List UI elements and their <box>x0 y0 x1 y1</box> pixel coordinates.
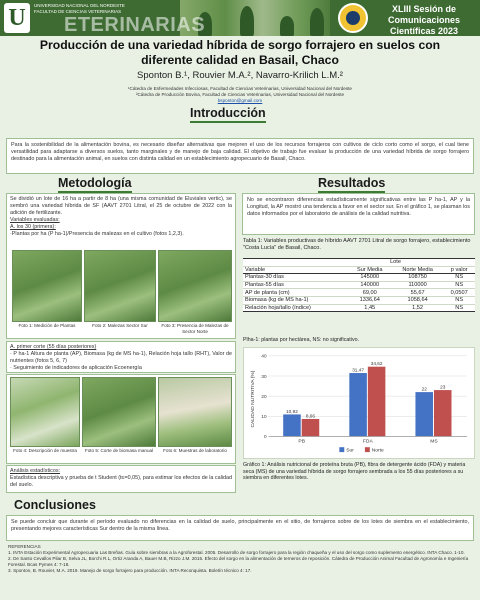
results-text: No se encontraron diferencias estadísticamente significativas entre las P ha-1, AP y la Longitud, la AP mostró una tendencia a favor en el sector sur. En el gráfico 1, se plasman los datos informados por el laboratorio de análisis de la calidad nutritiva. <box>242 193 475 235</box>
chart-y-tick: 20 <box>261 394 267 400</box>
table-cell: NS <box>443 304 475 312</box>
table-cell: 108750 <box>392 274 444 282</box>
session-title <box>372 4 476 36</box>
methods-heading: Metodología <box>58 176 132 193</box>
poster-title <box>20 38 460 68</box>
photo-manual-cut <box>82 377 156 447</box>
affiliation: ²Cátedra de Producción Bovina, Facultad de Ciencias Veterinarias, Universidad Nacional del Nordeste <box>135 92 345 98</box>
table-cell: 1,45 <box>348 304 392 312</box>
institution-line: UNIVERSIDAD NACIONAL DEL NORDESTE <box>34 3 125 8</box>
intro-heading: Introducción <box>190 106 266 123</box>
nutrition-bar-chart <box>243 347 475 459</box>
table-cell: 69,00 <box>348 289 392 297</box>
table-cell: NS <box>443 296 475 304</box>
faculty-word: ETERINARIAS <box>64 14 206 36</box>
table-cell: 1,52 <box>392 304 444 312</box>
methods-paragraph: Se dividió un lote de 16 ha a partir de 8 ha (una misma comunidad de Eluviales vertic), se sembró una variedad híbrida de SF (AAVT 2701 Litral, el 25 de octubre de 2022 con la adición de fertilizante. <box>10 196 232 216</box>
university-logo: U <box>4 3 30 33</box>
methods-line: · P ha-1 Altura de planta (AP), Biomasa (kg de MS ha-1), Relación hoja tallo (RHT), Valor de nutrientes (fotos 5, 6, 7) <box>10 351 232 364</box>
chart-bars <box>283 361 451 436</box>
chart-bar <box>302 419 320 436</box>
legend-label: Norte <box>371 448 384 454</box>
photo-caption: Foto 2: Malezas Sector Sur <box>92 323 148 328</box>
table-group-header: Lote <box>348 259 444 267</box>
photo-sample-description <box>10 377 80 447</box>
photo-caption: Foto 3: Presencia de Malezas de Sector Norte <box>161 323 229 334</box>
photo-weeds-south <box>84 250 156 322</box>
analysis-box <box>6 465 236 493</box>
figure-caption: Gráfico 1: Análisis nutricional de proteína bruta (PB), fibra de detergente ácido (FDA) y materia seca (MS) de una variedad híbrida de sorgo forrajero sembrada a los 55 días posteriores a su siembra en diferentes lotes. <box>243 462 466 482</box>
analysis-text: Estadística descriptiva y prueba de t Student (t≤=0,05), para estimar los efectos de la calidad del suelo. <box>10 475 232 488</box>
variables-title: Variables evaluadas: <box>10 217 60 223</box>
chart-data-label: 31,47 <box>352 367 364 373</box>
tree-icon <box>310 8 324 36</box>
authors: Sponton B.¹, Rouvier M.A.², Navarro-Krilich L.M.² <box>137 70 343 81</box>
chart-x-tick: FDA <box>362 439 373 445</box>
photo-weeds-north <box>158 250 232 322</box>
table-cell: Relación hoja/tallo (índice) <box>243 304 348 312</box>
title-line: Producción de una variedad híbrida de sorgo forrajero en suelos con <box>39 38 441 52</box>
institution-line: FACULTAD DE CIENCIAS VETERINARIAS <box>34 8 122 14</box>
legend-swatch <box>365 447 370 452</box>
title-line: diferente calidad en Basail, Chaco <box>141 53 339 67</box>
faculty-emblem <box>338 3 368 33</box>
table-cell: 1058,64 <box>392 296 444 304</box>
table-cell: NS <box>443 274 475 282</box>
table-cell: Plantas-55 días <box>243 281 348 289</box>
poster-header <box>0 0 480 36</box>
analysis-title: Análisis estadísticos: <box>10 468 61 474</box>
tree-icon <box>280 16 294 36</box>
chart-bar <box>415 392 433 436</box>
table-cell: AP de planta (cm) <box>243 289 348 297</box>
photo-lab-samples <box>158 377 232 447</box>
chart-y-label: CALIDAD NUTRITIVA (%) <box>250 370 256 428</box>
legend-label: Sur <box>346 448 354 454</box>
reference-item: 1. INTA Estación Experimental Agropecuaria Las Breñas. Guía sobre siembras a la Agroforestal. 2005. Desarrollo de sorgo forrajero para la región chaqueña y el uso del sorgo como suplemento energético. INTA Chaco. 1-10. <box>8 549 465 555</box>
table-row <box>243 274 475 282</box>
chart-data-label: 8,66 <box>305 413 316 419</box>
table-row <box>243 281 475 289</box>
table-header-blank <box>443 259 475 267</box>
chart-data-label: 34,62 <box>370 361 383 367</box>
table-row <box>243 289 475 297</box>
affiliation: ¹Cátedra de Enfermedades Infecciosas, Facultad de Ciencias Veterinarias, Universidad Nacional del Nordeste <box>128 86 352 91</box>
variables-subtitle: A. los 30 (primera): <box>10 224 56 230</box>
results-table <box>243 258 475 312</box>
affiliations <box>20 86 460 105</box>
chart-data-label: 10,92 <box>286 408 298 414</box>
chart-bar <box>349 373 367 436</box>
email-link[interactable]: bsponton@gmail.com <box>217 98 263 104</box>
methods-line: A. primer corte (55 días posteriores) <box>10 344 97 350</box>
results-heading: Resultados <box>318 176 385 193</box>
table-caption: Tabla 1: Variables productivas de híbrido AAVT 2701 Litral de sorgo forrajero, establecimiento "Costa Lucía" de Basail, Chaco. <box>243 238 471 251</box>
photo-caption: Foto 4: Descripción de muestra <box>13 448 77 453</box>
chart-bar <box>368 367 386 437</box>
legend-swatch <box>339 447 344 452</box>
chart-x-tick: PB <box>298 439 305 445</box>
chart-legend <box>339 447 384 453</box>
table-header: p valor <box>443 266 475 274</box>
chart-data-label: 22 <box>421 386 427 392</box>
session-line: Comunicaciones Científicas 2023 <box>387 15 461 36</box>
chart-y-tick: 40 <box>261 354 267 360</box>
chart-y-tick: 30 <box>261 374 267 380</box>
tree-icon <box>240 6 254 36</box>
reference-item: 3. Sponton, B. Rouvier, M.A. 2019. Manejo de sorgo forrajero para producción. INTA Reconquista. Boletín técnico 4: 17. <box>8 567 252 573</box>
chart-y-tick: 10 <box>261 415 267 421</box>
photo-caption: Foto 5: Corte de biomasa manual <box>84 448 154 453</box>
table-header-blank <box>243 259 348 267</box>
table-cell: 145000 <box>348 274 392 282</box>
table-row <box>243 296 475 304</box>
reference-item: 2. De Santo Cevallos Pilar B, Selva JL, Borchi R.L, Ortiz Aranda A, Bauer M.B, Rizzo J.M. 2015. Efecto del sorgo en la alimentación de terneros de reposición. Cátedra de Producción Animal Facultad de Agronomía e Ingeniería Forestal. Bcas Pymes 4: 7-18. <box>8 555 469 567</box>
table-cell: NS <box>443 281 475 289</box>
methods-box-2 <box>6 341 236 373</box>
table-cell: 1336,64 <box>348 296 392 304</box>
intro-text: Para la sostenibilidad de la alimentación bovina, es necesario diseñar alternativas que mejoren el uso de los recursos forrajeros con cultivos de ciclo corto como el sorgo, el cual tiene versatilidad para adaptarse a diversos suelos, tanto marginales y de manejo de baja calidad. El objetivo de trabajo fue evaluar la producción de una variedad híbrida de sorgo forrajero destinado para la alimentación animal, en suelos con distinta calidad en un establecimiento agropecuario de Basail, Chaco. <box>6 138 474 174</box>
institution-lines <box>34 3 164 14</box>
variables-item: ·Plantas por ha (P ha-1)/Presencia de malezas en el cultivo (fotos 1,2,3). <box>10 231 184 237</box>
chart-data-label: 23 <box>440 384 446 390</box>
table-cell: Biomasa (kg de MS ha-1) <box>243 296 348 304</box>
chart-bar <box>283 414 301 436</box>
methods-line: · Seguimiento de indicadores de aplicación Ecoenergía <box>10 365 142 371</box>
conclusions-text: Se puede concluir que durante el período evaluado no diferencias en la calidad de suelo, principalmente en el sitio, de forrajeros sobre de los lotes de siembra en el establecimiento, presentando mejores características Sur dentro de la misma línea. <box>6 515 474 541</box>
photo-plant-measurement <box>12 250 82 322</box>
references-heading: REFERENCIAS <box>8 544 41 549</box>
table-header: Sur Media <box>348 266 392 274</box>
chart-bar <box>434 390 452 436</box>
table-header: Norte Media <box>392 266 444 274</box>
conclusions-heading: Conclusiones <box>14 498 96 512</box>
chart-x-tick: MS <box>430 439 438 445</box>
session-line: XLIII Sesión de <box>391 4 456 14</box>
photo-caption: Foto 6: Muestras de laboratorio <box>163 448 227 453</box>
table-cell: Plantas-30 días <box>243 274 348 282</box>
table-row <box>243 304 475 312</box>
table-cell: 0,0507 <box>443 289 475 297</box>
table-footnote: Plha-1: plantas por hectárea, NS: no significativo. <box>243 337 360 343</box>
photo-caption: Foto 1: Medición de Plantas <box>18 323 76 328</box>
chart-y-tick: 0 <box>263 435 267 441</box>
table-cell: 55,67 <box>392 289 444 297</box>
table-cell: 110000 <box>392 281 444 289</box>
references <box>8 544 474 574</box>
table-cell: 140000 <box>348 281 392 289</box>
table-header: Variable <box>243 266 348 274</box>
